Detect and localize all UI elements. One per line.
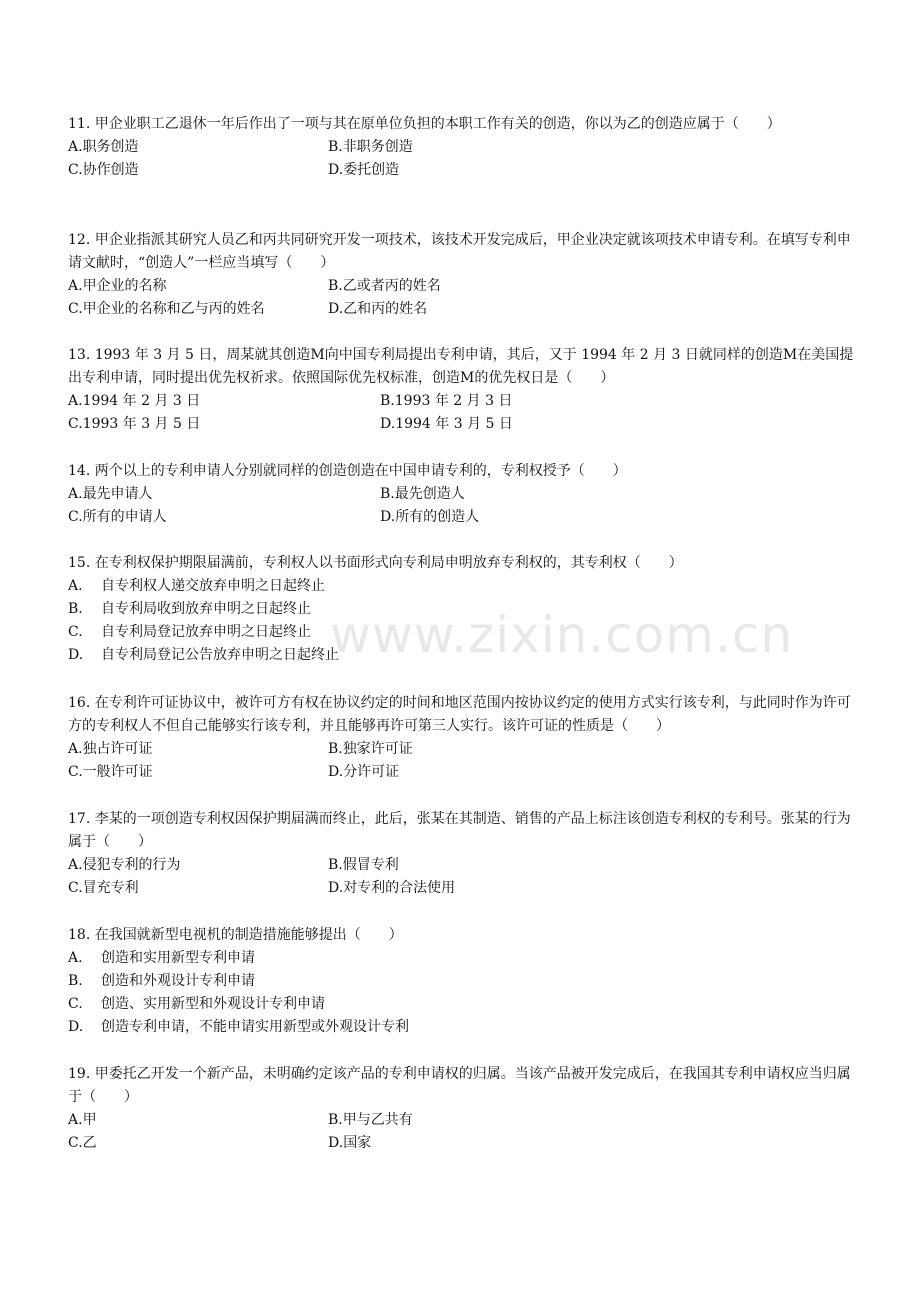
option-b: B. 自专利局收到放弃申明之日起终止 bbox=[68, 601, 311, 617]
options-grid bbox=[68, 390, 858, 436]
question-14 bbox=[68, 460, 858, 529]
option-d: D.所有的创造人 bbox=[380, 509, 480, 525]
question-stem: 16. 在专利许可证协议中，被许可方有权在协议约定的时间和地区范围内按协议约定的使用方式实行该专利，与此同时作为许可方的专利权人不但自己能够实行该专利，并且能够再许可第三人实行。该许可证的性质是（ ） bbox=[68, 695, 851, 734]
options-list bbox=[68, 947, 858, 1039]
option-d: D.乙和丙的姓名 bbox=[328, 301, 428, 317]
options-grid bbox=[68, 1109, 858, 1155]
option-c: C.甲企业的名称和乙与丙的姓名 bbox=[68, 301, 265, 317]
option-c: C.1993 年 3 月 5 日 bbox=[68, 416, 201, 432]
question-stem: 17. 李某的一项创造专利权因保护期届满而终止，此后，张某在其制造、销售的产品上标注该创造专利权的专利号。张某的行为属于（ ） bbox=[68, 811, 851, 850]
question-13 bbox=[68, 344, 858, 436]
option-a: A.职务创造 bbox=[68, 139, 139, 155]
question-stem: 19. 甲委托乙开发一个新产品，未明确约定该产品的专利申请权的归属。当该产品被开发完成后，在我国其专利申请权应当归属于（ ） bbox=[68, 1066, 851, 1105]
question-stem: 15. 在专利权保护期限届满前，专利权人以书面形式向专利局申明放弃专利权的，其专利权（ ） bbox=[68, 555, 683, 571]
option-b: B.1993 年 2 月 3 日 bbox=[380, 393, 513, 409]
option-c: C.一般许可证 bbox=[68, 764, 153, 780]
option-a: A.1994 年 2 月 3 日 bbox=[68, 393, 201, 409]
option-a: A.最先申请人 bbox=[68, 486, 153, 502]
option-b: B.最先创造人 bbox=[380, 486, 465, 502]
question-stem: 18. 在我国就新型电视机的制造措施能够提出（ ） bbox=[68, 927, 403, 943]
option-d: D.对专利的合法使用 bbox=[328, 880, 456, 896]
option-a: A.独占许可证 bbox=[68, 741, 153, 757]
question-stem: 11. 甲企业职工乙退休一年后作出了一项与其在原单位负担的本职工作有关的创造，你以为乙的创造应属于（ ） bbox=[68, 116, 781, 132]
question-16 bbox=[68, 692, 858, 784]
options-grid bbox=[68, 854, 858, 900]
option-c: C. 创造、实用新型和外观设计专利申请 bbox=[68, 996, 325, 1012]
option-d: D.委托创造 bbox=[328, 162, 400, 178]
option-a: A.侵犯专利的行为 bbox=[68, 857, 181, 873]
option-a: A.甲企业的名称 bbox=[68, 278, 167, 294]
question-15 bbox=[68, 552, 858, 667]
option-a: A. 自专利权人递交放弃申明之日起终止 bbox=[68, 578, 325, 594]
options-grid bbox=[68, 738, 858, 784]
option-d: D.国家 bbox=[328, 1135, 372, 1151]
option-b: B.非职务创造 bbox=[328, 139, 413, 155]
option-b: B. 创造和外观设计专利申请 bbox=[68, 973, 255, 989]
option-b: B.甲与乙共有 bbox=[328, 1112, 413, 1128]
question-11 bbox=[68, 113, 858, 182]
option-d: D. 自专利局登记公告放弃申明之日起终止 bbox=[68, 647, 339, 663]
option-d: D.分许可证 bbox=[328, 764, 400, 780]
options-grid bbox=[68, 483, 858, 529]
option-c: C.冒充专利 bbox=[68, 880, 139, 896]
option-c: C.协作创造 bbox=[68, 162, 139, 178]
question-stem: 12. 甲企业指派其研究人员乙和丙共同研究开发一项技术，该技术开发完成后，甲企业决定就该项技术申请专利。在填写专利申请文献时，“创造人”一栏应当填写（ ） bbox=[68, 232, 851, 271]
options-grid bbox=[68, 275, 858, 321]
option-a: A. 创造和实用新型专利申请 bbox=[68, 950, 255, 966]
option-d: D.1994 年 3 月 5 日 bbox=[380, 416, 513, 432]
option-b: B.假冒专利 bbox=[328, 857, 399, 873]
question-12 bbox=[68, 229, 858, 321]
question-stem: 14. 两个以上的专利申请人分别就同样的创造创造在中国申请专利的，专利权授予（ ） bbox=[68, 463, 627, 479]
options-grid bbox=[68, 136, 858, 182]
option-c: C.所有的申请人 bbox=[68, 509, 167, 525]
option-a: A.甲 bbox=[68, 1112, 97, 1128]
question-stem: 13. 1993 年 3 月 5 日，周某就其创造M向中国专利局提出专利申请，其后，又于 1994 年 2 月 3 日就同样的创造M在美国提出专利申请，同时提出优先权祈求。依照国际优先权标准，创造M的优先权日是（ ） bbox=[68, 347, 854, 386]
option-c: C.乙 bbox=[68, 1135, 97, 1151]
option-d: D. 创造专利申请，不能申请实用新型或外观设计专利 bbox=[68, 1019, 409, 1035]
question-17 bbox=[68, 808, 858, 900]
option-c: C. 自专利局登记放弃申明之日起终止 bbox=[68, 624, 311, 640]
question-18 bbox=[68, 924, 858, 1039]
option-b: B.乙或者丙的姓名 bbox=[328, 278, 441, 294]
watermark: www.zixin.com.cn bbox=[330, 606, 794, 664]
options-list bbox=[68, 575, 858, 667]
option-b: B.独家许可证 bbox=[328, 741, 413, 757]
question-19 bbox=[68, 1063, 858, 1155]
